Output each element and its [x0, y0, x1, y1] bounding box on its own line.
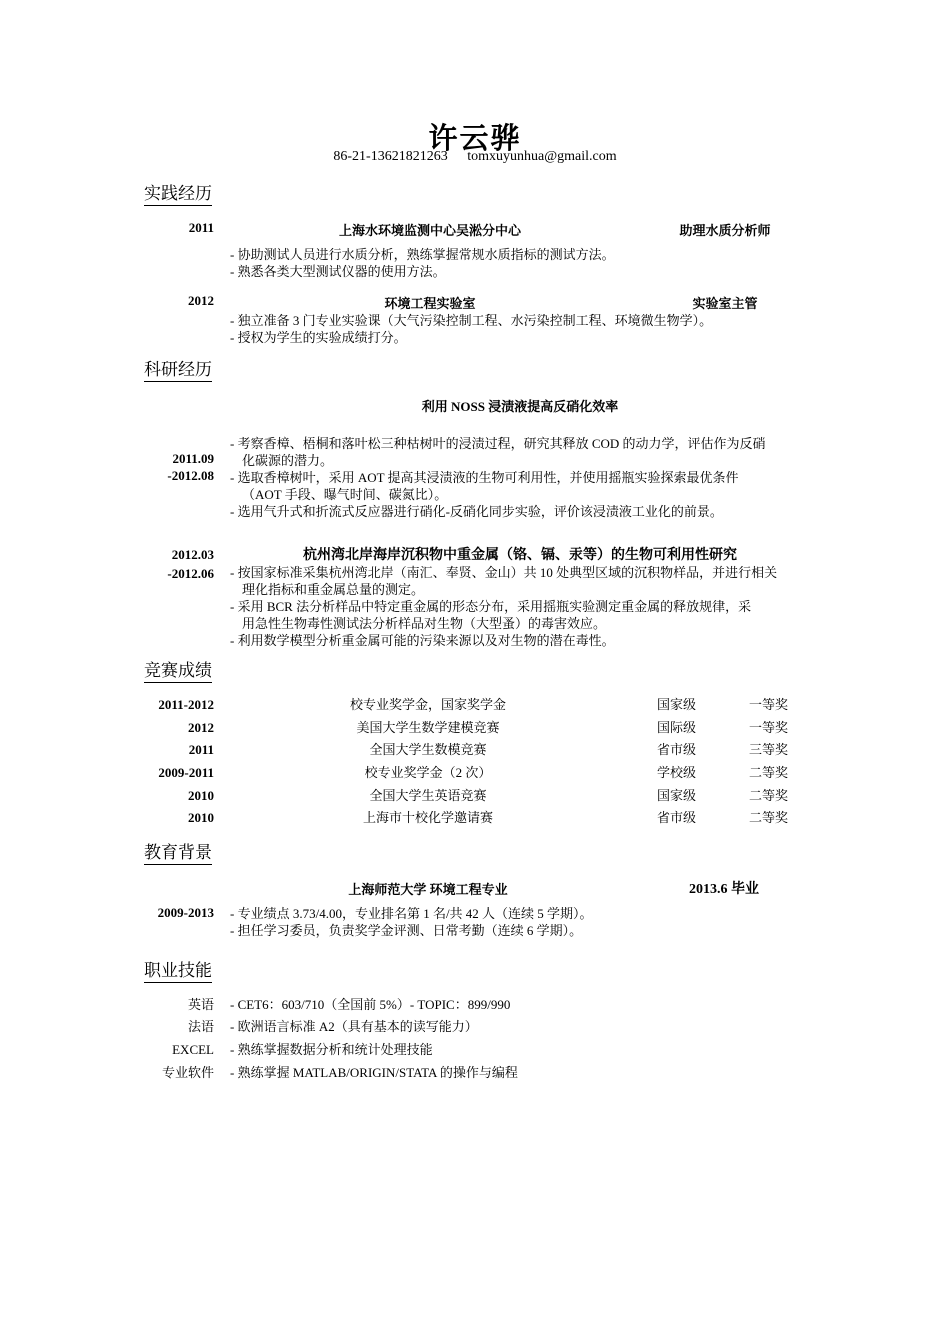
- competition-prize: 三等奖: [749, 742, 789, 757]
- skill-label: 法语: [187, 1019, 214, 1034]
- bullet-item: - 考察香樟、梧桐和落叶松三种枯树叶的浸渍过程，研究其释放 COD 的动力学，评估作为反硝: [230, 436, 766, 451]
- competition-prize: 二等奖: [749, 765, 789, 780]
- bullet-item: - 授权为学生的实验成绩打分。: [230, 330, 407, 345]
- practice-role: 助理水质分析师: [679, 223, 771, 238]
- research-year-end: -2012.08: [167, 468, 214, 483]
- competition-prize: 二等奖: [749, 810, 789, 825]
- practice-role: 实验室主管: [692, 296, 758, 311]
- skill-text: - 欧洲语言标准 A2（具有基本的读写能力）: [230, 1019, 478, 1034]
- competition-prize: 二等奖: [749, 788, 789, 803]
- practice-bullets: [230, 312, 810, 346]
- competition-prize: 一等奖: [749, 720, 789, 735]
- research-year-end: -2012.06: [167, 566, 214, 581]
- competition-name: 校专业奖学金，国家奖学金: [349, 697, 506, 712]
- bullet-continuation: （AOT 手段、曝气时间、碳氮比）。: [242, 487, 448, 502]
- bullet-item: - 熟悉各类大型测试仪器的使用方法。: [230, 264, 446, 279]
- email-address: tomxuyunhua@gmail.com: [467, 149, 617, 164]
- research-year-start: 2011.09: [172, 451, 214, 466]
- competition-name: 上海市十校化学邀请赛: [362, 810, 493, 825]
- education-graduation: 2013.6 毕业: [689, 882, 759, 897]
- competition-prize: 一等奖: [749, 697, 789, 712]
- bullet-item: - 利用数学模型分析重金属可能的污染来源以及对生物的潜在毒性。: [230, 633, 615, 648]
- skill-text: - 熟练掌握数据分析和统计处理技能: [230, 1042, 433, 1057]
- research-year-start: 2012.03: [171, 547, 214, 562]
- bullet-continuation: 化碳源的潜力。: [242, 453, 334, 468]
- section-heading-competition: 竞赛成绩: [144, 661, 212, 683]
- skill-label: 专业软件: [161, 1065, 214, 1080]
- skill-text: - 熟练掌握 MATLAB/ORIGIN/STATA 的操作与编程: [230, 1065, 518, 1080]
- competition-level: 国家级: [657, 697, 697, 712]
- bullet-item: - 按国家标准采集杭州湾北岸（南汇、奉贤、金山）共 10 处典型区域的沉积物样品，并进行相关: [230, 565, 778, 580]
- research-bullets: [230, 564, 810, 649]
- competition-year: 2009-2011: [158, 765, 214, 780]
- practice-bullets: [230, 246, 810, 280]
- section-heading-practice: 实践经历: [144, 184, 212, 206]
- section-heading-skills: 职业技能: [144, 961, 212, 983]
- skill-label: 英语: [187, 997, 214, 1012]
- competition-level: 国际级: [657, 720, 697, 735]
- competition-year: 2010: [188, 810, 214, 825]
- phone-number: 86-21-13621821263: [333, 149, 448, 164]
- research-title: 利用 NOSS 浸渍液提高反硝化效率: [421, 399, 619, 414]
- bullet-item: - 协助测试人员进行水质分析，熟练掌握常规水质指标的测试方法。: [230, 247, 615, 262]
- research-title: 杭州湾北岸海岸沉积物中重金属（铬、镉、汞等）的生物可利用性研究: [303, 548, 737, 563]
- practice-org: 环境工程实验室: [384, 296, 476, 311]
- bullet-continuation: 理化指标和重金属总量的测定。: [242, 582, 425, 597]
- competition-name: 美国大学生数学建模竞赛: [356, 720, 500, 735]
- skill-label: EXCEL: [172, 1042, 214, 1057]
- competition-year: 2010: [188, 788, 214, 803]
- competition-year: 2012: [188, 720, 214, 735]
- competition-name: 校专业奖学金（2 次）: [364, 765, 492, 780]
- education-bullets: [230, 905, 810, 939]
- competition-year: 2011-2012: [158, 697, 214, 712]
- bullet-item: - 担任学习委员，负责奖学金评测、日常考勤（连续 6 学期）。: [230, 923, 583, 938]
- section-heading-research: 科研经历: [144, 360, 212, 382]
- resume-name: 许云骅: [428, 123, 522, 155]
- bullet-item: - 专业绩点 3.73/4.00，专业排名第 1 名/共 42 人（连续 5 学期）。: [230, 906, 593, 921]
- bullet-continuation: 用急性生物毒性测试法分析样品对生物（大型蚤）的毒害效应。: [242, 616, 607, 631]
- education-school: 上海师范大学 环境工程专业: [348, 882, 508, 897]
- education-year: 2009-2013: [157, 905, 214, 920]
- contact-line: [0, 149, 950, 165]
- bullet-item: - 选用气升式和折流式反应器进行硝化-反硝化同步实验，评价该浸渍液工业化的前景。: [230, 504, 723, 519]
- competition-level: 省市级: [657, 810, 697, 825]
- competition-year: 2011: [188, 742, 214, 757]
- competition-name: 全国大学生英语竞赛: [369, 788, 487, 803]
- bullet-item: - 采用 BCR 法分析样品中特定重金属的形态分布，采用摇瓶实验测定重金属的释放规律，采: [230, 599, 752, 614]
- competition-level: 国家级: [657, 788, 697, 803]
- section-heading-education: 教育背景: [144, 843, 212, 865]
- competition-level: 省市级: [657, 742, 697, 757]
- skill-text: - CET6：603/710（全国前 5%）- TOPIC：899/990: [230, 997, 511, 1012]
- practice-org: 上海水环境监测中心吴淞分中心: [338, 223, 521, 238]
- practice-year: 2011: [188, 220, 214, 235]
- research-bullets: [230, 435, 810, 520]
- competition-name: 全国大学生数模竞赛: [369, 742, 487, 757]
- bullet-item: - 独立准备 3 门专业实验课（大气污染控制工程、水污染控制工程、环境微生物学）。: [230, 313, 713, 328]
- competition-level: 学校级: [657, 765, 697, 780]
- bullet-item: - 选取香樟树叶，采用 AOT 提高其浸渍液的生物可利用性，并使用摇瓶实验探索最优条件: [230, 470, 739, 485]
- practice-year: 2012: [188, 293, 214, 308]
